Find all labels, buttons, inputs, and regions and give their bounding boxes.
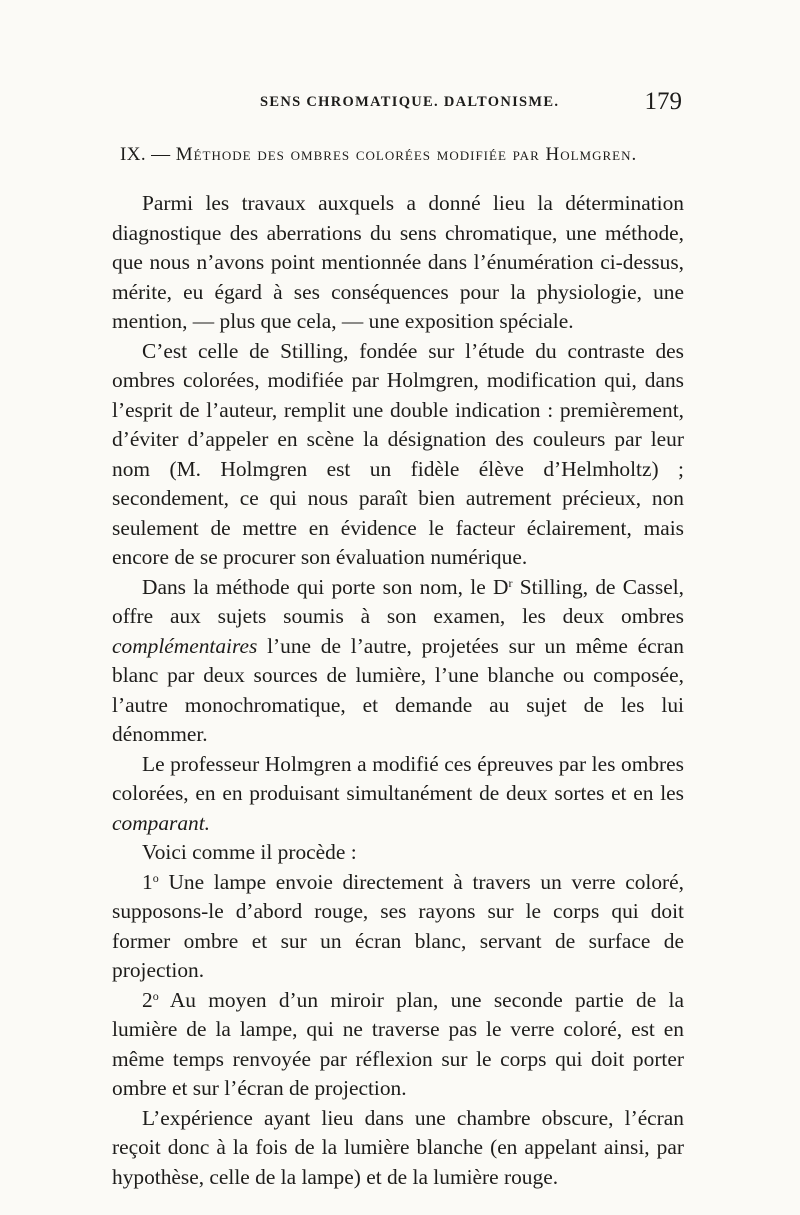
paragraph [112,986,684,1104]
superscript: r [508,575,513,590]
book-page [112,88,684,1189]
paragraph: C’est celle de Stilling, fondée sur l’étude du contraste des ombres colorées, modifiée par Holmgren, modification qui, dans l’esprit de l’auteur, remplit une double indication : premièrement, d’éviter d’appeler en scène la désignation des couleurs par leur nom (M. Holmgren est un fidèle élève d’Helmholtz) ; secondement, ce qui nous paraît bien autrement précieux, non seulement de mettre en évidence le facteur éclairement, mais encore de se procurer son évaluation numérique. [112,338,684,569]
paragraph [112,573,684,750]
running-head [112,88,684,126]
running-title: SENS CHROMATIQUE. DALTONISME. [260,94,560,110]
text-run: Le professeur Holmgren a modifié ces épreuves par les ombres colorées, en en produisant simultanément de deux sortes et en les [112,751,684,805]
text-run: Dans la méthode qui porte son nom, le D [142,574,509,599]
text-run: Stilling, de Cassel, offre aux sujets soumis à son examen, les deux ombres [112,574,684,628]
superscript: o [152,870,159,885]
list-number: 2 [142,987,153,1012]
superscript: o [152,988,159,1003]
section-title: Méthode des ombres colorées modifiée par Holmgren. [175,144,638,165]
text-run: Une lampe envoie directement à travers un verre coloré, supposons-le d’abord rouge, ses rayons sur le corps qui doit former ombre et sur un écran blanc, servant de surface de projection. [112,869,684,982]
text-run: Au moyen d’un miroir plan, une seconde partie de la lumière de la lampe, qui ne traverse pas le verre coloré, est en même temps renvoyée par réflexion sur le corps qui doit porter ombre et sur l’écran de projection. [112,987,684,1100]
section-number: IX. — [120,144,171,165]
list-number: 1 [142,869,153,894]
italic-term: complémentaires [112,633,258,658]
text-run: l’une de l’autre, projetées sur un même écran blanc par deux sources de lumière, l’une blanche ou composée, l’autre monochromatique, et demande au sujet de les lui dénommer. [112,633,684,746]
page-number: 179 [644,88,682,115]
italic-term: comparant. [112,810,211,835]
paragraph: Parmi les travaux auxquels a donné lieu la détermination diagnostique des aberrations du sens chromatique, une méthode, que nous n’avons point mentionnée dans l’énumération ci-dessus, mérite, eu égard à ses conséquences pour la physiologie, une mention, — plus que cela, — une exposition spéciale. [112,191,684,333]
paragraph [112,750,684,839]
body-text [112,189,684,1192]
paragraph: L’expérience ayant lieu dans une chambre obscure, l’écran reçoit donc à la fois de la lumière blanche (en appelant ainsi, par hypothèse, celle de la lampe) et de la lumière rouge. [112,1105,684,1189]
paragraph: Voici comme il procède : [142,840,357,864]
paragraph [112,868,684,986]
section-heading [120,144,684,166]
